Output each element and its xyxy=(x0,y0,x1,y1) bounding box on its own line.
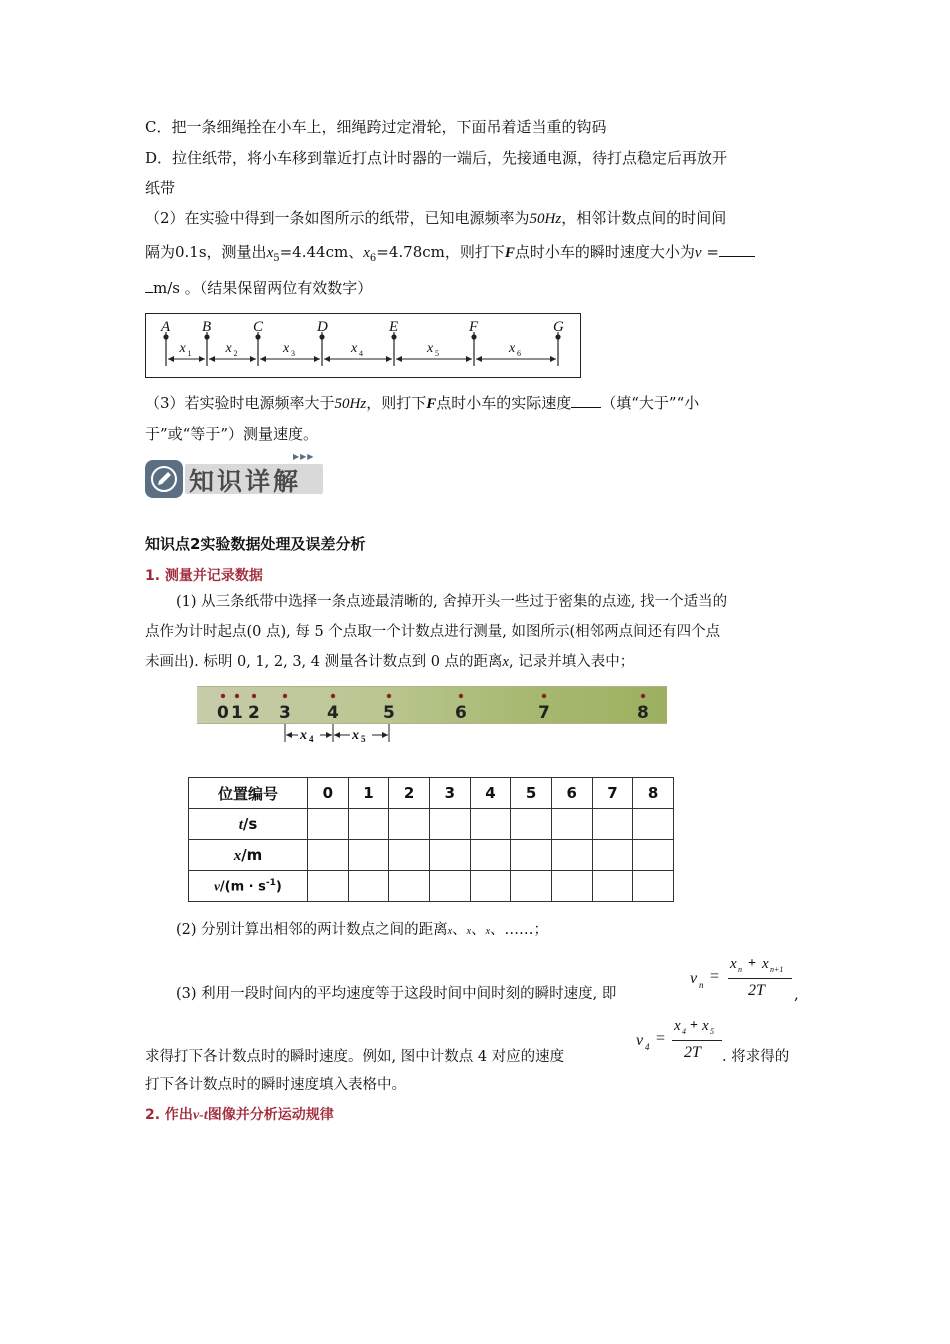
tape-dot xyxy=(255,334,260,339)
option-c: C．把一条细绳拴在小车上，细绳跨过定滑轮，下面吊着适当重的钩码 xyxy=(145,118,607,136)
table-header-cell: 7 xyxy=(592,778,633,809)
arrow-head xyxy=(476,356,482,362)
segment-label: x xyxy=(351,341,358,356)
point-label: C xyxy=(253,319,264,335)
arrow-head xyxy=(168,356,174,362)
q2-line2: 隔为0.1s，测量出$x_5=4.44cm$、$x_6=4.78cm$，则打下F点时小车的瞬时速度大小为v = xyxy=(145,242,755,269)
row-label-v: $v/(m \cdot s^{-1})$ xyxy=(189,871,308,902)
answer-blank-compare xyxy=(571,393,601,408)
data-table xyxy=(188,777,674,902)
tape-dot xyxy=(555,334,560,339)
p1-line2: 点作为计时起点(0 点), 每 5 个点取一个计数点进行测量, 如图所示(相邻两点间还有四个点 xyxy=(145,624,721,640)
segment-label: x xyxy=(352,728,359,743)
arrow-head xyxy=(324,356,330,362)
tape-dot xyxy=(459,694,463,698)
segment-subscript: 2 xyxy=(233,349,238,358)
ticker-tape-drawing xyxy=(146,314,580,377)
table-header-cell: 8 xyxy=(633,778,674,809)
p3-line2b: . 将求得的 xyxy=(722,1049,790,1065)
arrow-head xyxy=(250,356,256,362)
tape-dot xyxy=(471,334,476,339)
ticker-tape-figure xyxy=(145,313,581,378)
table-row xyxy=(189,871,674,902)
segment-label: x xyxy=(225,341,232,356)
tape-dot xyxy=(163,334,168,339)
arrow-head xyxy=(286,732,292,738)
count-label: 4 xyxy=(327,703,339,723)
count-label: 3 xyxy=(279,703,291,723)
p3-line1: (3) 利用一段时间内的平均速度等于这段时间中间时刻的瞬时速度, 即 xyxy=(176,986,617,1002)
point-label: E xyxy=(389,319,399,335)
table-header-cell: 4 xyxy=(470,778,511,809)
tape-dot xyxy=(204,334,209,339)
q3-line2: 于”或“等于”）测量速度。 xyxy=(145,425,319,443)
table-header-cell: 2 xyxy=(389,778,430,809)
q3-line1: （3）若实验时电源频率大于50Hz，则打下F点时小车的实际速度 （填“大于”“小 xyxy=(145,394,700,412)
segment-subscript: 5 xyxy=(361,734,366,744)
tape-dot xyxy=(283,694,287,698)
segment-subscript: 6 xyxy=(517,349,521,358)
count-label: 1 xyxy=(231,703,243,723)
section-title: 知识点2实验数据处理及误差分析 xyxy=(145,535,366,553)
knowledge-badge xyxy=(145,452,323,498)
point-label: G xyxy=(553,319,564,335)
count-label: 7 xyxy=(538,703,550,723)
p3-line2a: 求得打下各计数点时的瞬时速度。例如, 图中计数点 4 对应的速度 xyxy=(145,1049,565,1065)
badge-title: 知识详解 xyxy=(189,467,302,496)
count-label: 0 xyxy=(217,703,229,723)
option-d-line2: 纸带 xyxy=(145,179,176,197)
tape-dot xyxy=(319,334,324,339)
table-header-cell: 1 xyxy=(348,778,389,809)
table-row xyxy=(189,809,674,840)
segment-subscript: 1 xyxy=(187,349,192,358)
formula-v4: v 4 = x 4 + x 5 2T xyxy=(636,1018,736,1068)
arrow-head xyxy=(260,356,266,362)
table-header-cell: 5 xyxy=(511,778,552,809)
count-label: 8 xyxy=(637,703,649,723)
arrow-head xyxy=(334,732,340,738)
subsection-2-title: 2. 作出v-t图像并分析运动规律 xyxy=(145,1107,334,1123)
segment-subscript: 4 xyxy=(359,349,363,358)
segment-label: x xyxy=(179,341,186,356)
arrow-head xyxy=(386,356,392,362)
table-row xyxy=(189,840,674,871)
row-label-x: x/m xyxy=(189,840,308,871)
formula-vn: v n = x n + x n+1 2T xyxy=(690,956,810,1006)
q2-line3: m/s 。（结果保留两位有效数字） xyxy=(145,278,372,298)
arrow-head xyxy=(199,356,205,362)
segment-label: x xyxy=(427,341,434,356)
point-label: F xyxy=(469,319,479,335)
segment-subscript: 3 xyxy=(291,349,295,358)
row-label-t: t/s xyxy=(189,809,308,840)
arrow-head xyxy=(550,356,556,362)
tape-dot xyxy=(391,334,396,339)
segment-label: x xyxy=(509,341,516,356)
count-label: 2 xyxy=(248,703,260,723)
p2-line: (2) 分别计算出相邻的两计数点之间的距离x、x、x、……； xyxy=(176,922,549,938)
tape-dot xyxy=(235,694,239,698)
arrow-head xyxy=(314,356,320,362)
table-header-cell: 0 xyxy=(308,778,349,809)
pencil-icon xyxy=(145,460,183,498)
table-header-cell: 6 xyxy=(551,778,592,809)
arrow-head xyxy=(382,732,388,738)
segment-label: x xyxy=(300,728,307,743)
segment-label: x xyxy=(283,341,290,356)
table-header-cell: 3 xyxy=(429,778,470,809)
option-d-line1: D．拉住纸带，将小车移到靠近打点计时器的一端后，先接通电源，待打点稳定后再放开 xyxy=(145,149,728,167)
count-label: 6 xyxy=(455,703,467,723)
p3-line3: 打下各计数点时的瞬时速度填入表格中。 xyxy=(145,1077,406,1093)
green-tape-marks xyxy=(190,680,680,750)
triple-arrow-icon: ▶▶▶ xyxy=(293,452,315,461)
table-header-cell: 位置编号 xyxy=(189,778,308,809)
tape-dot xyxy=(221,694,225,698)
segment-subscript: 5 xyxy=(435,349,439,358)
point-label: D xyxy=(317,319,328,335)
tape-dot xyxy=(542,694,546,698)
point-label: A xyxy=(161,319,171,335)
q2-line1: （2）在实验中得到一条如图所示的纸带，已知电源频率为50Hz，相邻计数点间的时间间 xyxy=(145,209,727,227)
arrow-head xyxy=(466,356,472,362)
subsection-1-title: 1. 测量并记录数据 xyxy=(145,568,263,584)
count-label: 5 xyxy=(383,703,395,723)
arrow-head xyxy=(209,356,215,362)
tape-dot xyxy=(387,694,391,698)
table-header-row xyxy=(189,778,674,809)
tape-dot xyxy=(252,694,256,698)
arrow-head xyxy=(396,356,402,362)
point-label: B xyxy=(202,319,212,335)
p1-line3: 未画出). 标明 0, 1, 2, 3, 4 测量各计数点到 0 点的距离x, 记录并填入表中； xyxy=(145,654,635,670)
p1-line1: (1) 从三条纸带中选择一条点迹最清晰的, 舍掉开头一些过于密集的点迹, 找一个适当的 xyxy=(176,594,728,610)
answer-blank-velocity xyxy=(719,242,755,257)
tape-dot xyxy=(331,694,335,698)
arrow-head xyxy=(326,732,332,738)
tape-dot xyxy=(641,694,645,698)
segment-subscript: 4 xyxy=(309,734,314,744)
